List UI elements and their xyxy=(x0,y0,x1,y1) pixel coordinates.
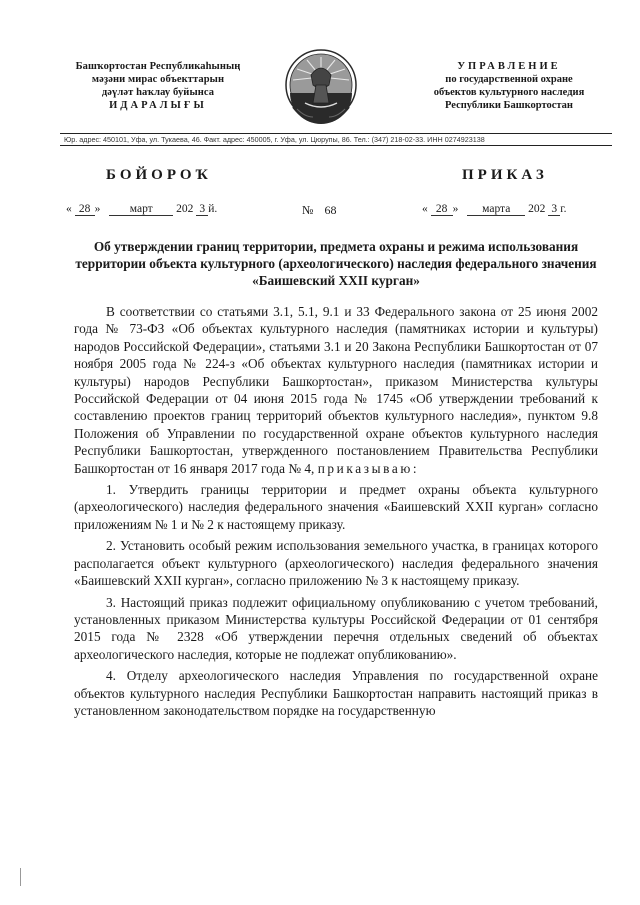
body-intro-text: В соответствии со статьями 3.1, 5.1, 9.1 и 33 Федерального закона от 25 июня 2002 года № 73-ФЗ «Об объектах культурного наследия (памятниках истории и культуры) народов Российской Федерации», статьями 3.1 и 20 Закона Республики Башкортостан от 07 ноября 2005 года № 224-з «Об объектах культурного наследия (памятниках истории и культуры) народов Республики Башкортостан», приказом Министерства культуры Российской Федерации от 04 июня 2015 года № 1745 «Об утверждении требований к составлению проектов границ территорий объектов культурного наследия», пунктом 9.8 Положения об Управлении по государственной охране объектов культурного наследия Республики Башкортостан, утвержденного постановлением Правительства Республики Башкортостан от 16 января 2017 года № 4, xyxy=(74,304,598,476)
bashkortostan-emblem-icon xyxy=(283,47,359,129)
body-item-1: 1. Утвердить границы территории и предмет охраны объекта культурного (археологического) наследия федерального значения «Баишевский XXII курган» согласно приложениям № 1 и № 2 к настоящему приказу. xyxy=(74,482,598,532)
date-left-suffix: й. xyxy=(208,203,218,215)
right-org-line-3: объектов культурного наследия xyxy=(433,87,585,98)
date-left-year-digit: 3 xyxy=(196,203,208,216)
order-number-sign: № xyxy=(302,203,314,217)
header-bottom-rule xyxy=(60,145,612,146)
body-item-2: 2. Установить особый режим использования земельного участка, в границах которого располагается объект культурного (археологического) наследия федерального значения «Баишевский XXII курган», согласно приложению № 3 к настоящему приказу. xyxy=(74,538,598,589)
left-org-line-2: мәҙәни мирас объекттарын xyxy=(91,74,225,85)
date-right-year-digit: 3 xyxy=(548,203,560,216)
body-item-4: 4. Отделу археологического наследия Управления по государственной охране объектов культурного наследия Республики Башкортостан направить настоящий приказ в установленном законодательством порядке на государственную xyxy=(74,668,598,718)
document-body xyxy=(74,303,598,723)
body-intro xyxy=(74,303,598,477)
date-left-day: 28 xyxy=(75,203,95,216)
order-number xyxy=(302,203,336,218)
scan-margin-mark xyxy=(20,868,22,886)
body-item-3: 3. Настоящий приказ подлежит официальному опубликованию с учетом требований, установленных приказом Министерства культуры Российской Федерации от 01 сентября 2015 года № 2328 «Об утверждении перечня отдельных сведений об объектах археологического наследия, которые не подлежат опубликованию». xyxy=(74,594,598,662)
date-right-year-prefix: 202 xyxy=(528,203,546,215)
date-right-day: 28 xyxy=(431,203,453,216)
header-top-rule xyxy=(60,133,612,134)
left-org-line-4: ИДАРАЛЫҒЫ xyxy=(109,100,207,111)
date-right-open-quote: « xyxy=(422,203,428,215)
date-left xyxy=(66,203,217,216)
date-left-close-quote: » xyxy=(94,203,101,215)
order-number-value: 68 xyxy=(324,203,337,217)
right-org-line-4: Республики Башкортостан xyxy=(445,100,573,111)
right-org-line-2: по государственной охране xyxy=(445,74,573,85)
date-right-suffix: г. xyxy=(560,203,567,215)
date-left-year-prefix: 202 xyxy=(176,203,194,215)
document-title: Об утверждении границ территории, предмета охраны и режима использования территории объекта культурного (археологического) наследия федерального значения «Баишевский XXII курган» xyxy=(75,239,597,288)
left-org-line-3: дәүләт һаҡлау буйынса xyxy=(101,87,215,98)
date-left-month: март xyxy=(109,203,173,216)
right-org-line-1: УПРАВЛЕНИЕ xyxy=(457,61,561,72)
date-left-open-quote: « xyxy=(66,203,72,215)
order-word: приказываю: xyxy=(317,460,420,476)
header-right-org xyxy=(408,60,610,112)
header-left-org xyxy=(58,60,258,112)
date-right-month: марта xyxy=(467,203,525,216)
date-right xyxy=(422,203,567,216)
left-org-line-1: Башҡортостан Республикаһының xyxy=(75,61,241,72)
doc-type-left: БОЙОРОҠ xyxy=(106,167,212,183)
date-right-close-quote: » xyxy=(452,203,459,215)
doc-type-right: ПРИКАЗ xyxy=(462,167,548,183)
header-address: Юр. адрес: 450101, Уфа, ул. Тукаева, 46. Факт. адрес: 450005, г. Уфа, ул. Цюрупы, 86. Тел.: (347) 218-02-33. ИНН 0274923138 xyxy=(64,135,485,144)
